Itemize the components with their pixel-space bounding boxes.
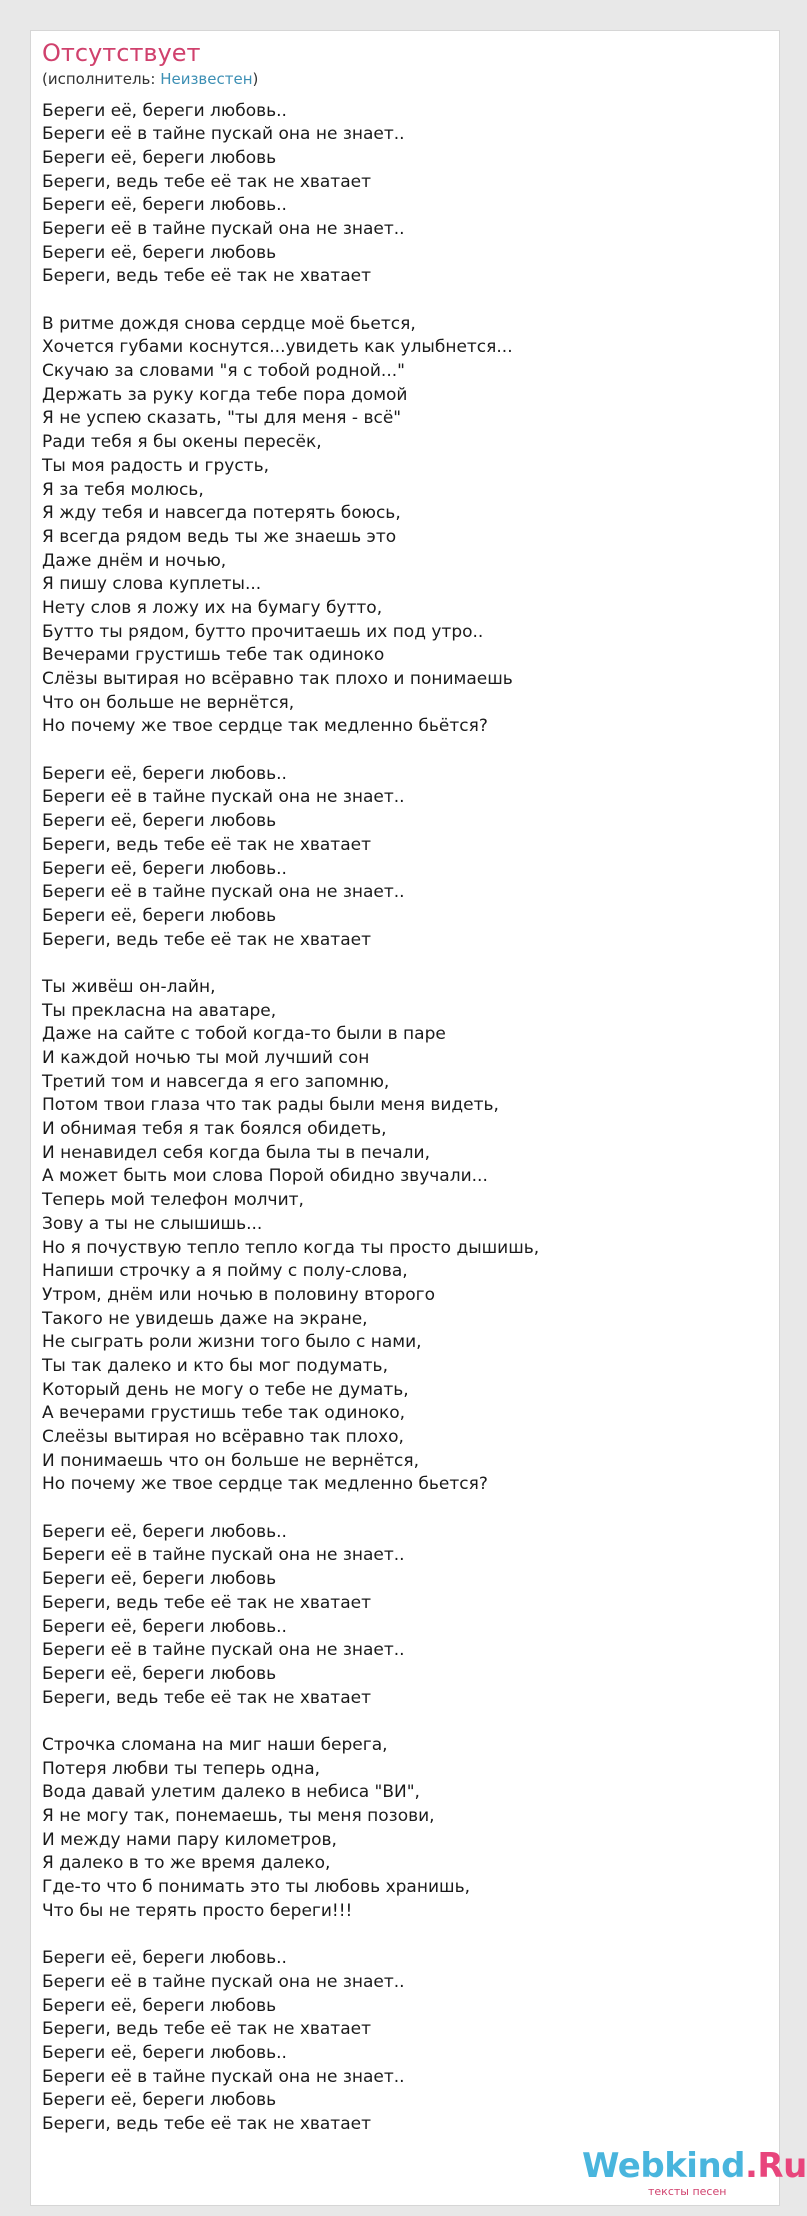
brand-name-suffix: .Ru	[745, 2146, 807, 2186]
webkind-logo[interactable]	[582, 2146, 807, 2205]
artist-prefix: (исполнитель:	[42, 70, 161, 88]
brand-tagline: тексты песен	[648, 2185, 727, 2198]
artist-suffix: )	[252, 70, 259, 88]
artist-line	[42, 69, 258, 89]
song-title: Отсутствует	[42, 39, 201, 67]
brand-name	[582, 2147, 807, 2185]
artist-link[interactable]: Неизвестен	[160, 70, 253, 88]
lyrics-text: Береги её, береги любовь.. Береги её в тайне пускай она не знает.. Береги её, береги любовь Береги, ведь тебе её так не хватает Береги её, береги любовь.. Береги её в тайне пускай она не знает.. Береги её, береги любовь Береги, ведь тебе её так не хватает В ритме дождя снова сердце моё бьется, Хочется губами коснутся...увидеть как улыбнется... Скучаю за словами "я с тобой родной..." Держать за руку когда тебе пора домой Я не успею сказать, "ты для меня - всё" Ради тебя я бы окены пересёк, Ты моя радость и грусть, Я за тебя молюсь, Я жду тебя и навсегда потерять боюсь, Я всегда рядом ведь ты же знаешь это Даже днём и ночью, Я пишу слова куплеты... Нету слов я ложу их на бумагу бутто, Бутто ты рядом, бутто прочитаешь их под утро.. Вечерами грустишь тебе так одиноко Слёзы вытирая но всёравно так плохо и понимаешь Что он больше не вернётся, Но почему же твое сердце так медленно бьётся? Береги её, береги любовь.. Береги её в тайне пускай она не знает.. Береги её, береги любовь Береги, ведь тебе её так не хватает Береги её, береги любовь.. Береги её в тайне пускай она не знает.. Береги её, береги любовь Береги, ведь тебе её так не хватает Ты живёш он-лайн, Ты прекласна на аватаре, Даже на сайте с тобой когда-то были в паре И каждой ночью ты мой лучший сон Третий том и навсегда я его запомню, Потом твои глаза что так рады были меня видеть, И обнимая тебя я так боялся обидеть, И ненавидел себя когда была ты в печали, А может быть мои слова Порой обидно звучали... Теперь мой телефон молчит, Зову а ты не слышишь... Но я почуствую тепло тепло когда ты просто дышишь, Напиши строчку а я пойму с полу-слова, Утром, днём или ночью в половину второго Такого не увидешь даже на экране, Не сыграть роли жизни того было с нами, Ты так далеко и кто бы мог подумать, Который день не могу о тебе не думать, А вечерами грустишь тебе так одиноко, Слеёзы вытирая но всёравно так плохо, И понимаешь что он больше не вернётся, Но почему же твое сердце так медленно бьется? Береги её, береги любовь.. Береги её в тайне пускай она не знает.. Береги её, береги любовь Береги, ведь тебе её так не хватает Береги её, береги любовь.. Береги её в тайне пускай она не знает.. Береги её, береги любовь Береги, ведь тебе её так не хватает Строчка сломана на миг наши берега, Потеря любви ты теперь одна, Вода давай улетим далеко в небиса "ВИ", Я не могу так, понемаешь, ты меня позови, И между нами пару километров, Я далеко в то же время далеко, Где-то что б понимать это ты любовь хранишь, Что бы не терять просто береги!!! Береги её, береги любовь.. Береги её в тайне пускай она не знает.. Береги её, береги любовь Береги, ведь тебе её так не хватает Береги её, береги любовь.. Береги её в тайне пускай она не знает.. Береги её, береги любовь Береги, ведь тебе её так не хватает	[42, 100, 540, 2134]
brand-name-main: Webkind	[582, 2146, 745, 2186]
